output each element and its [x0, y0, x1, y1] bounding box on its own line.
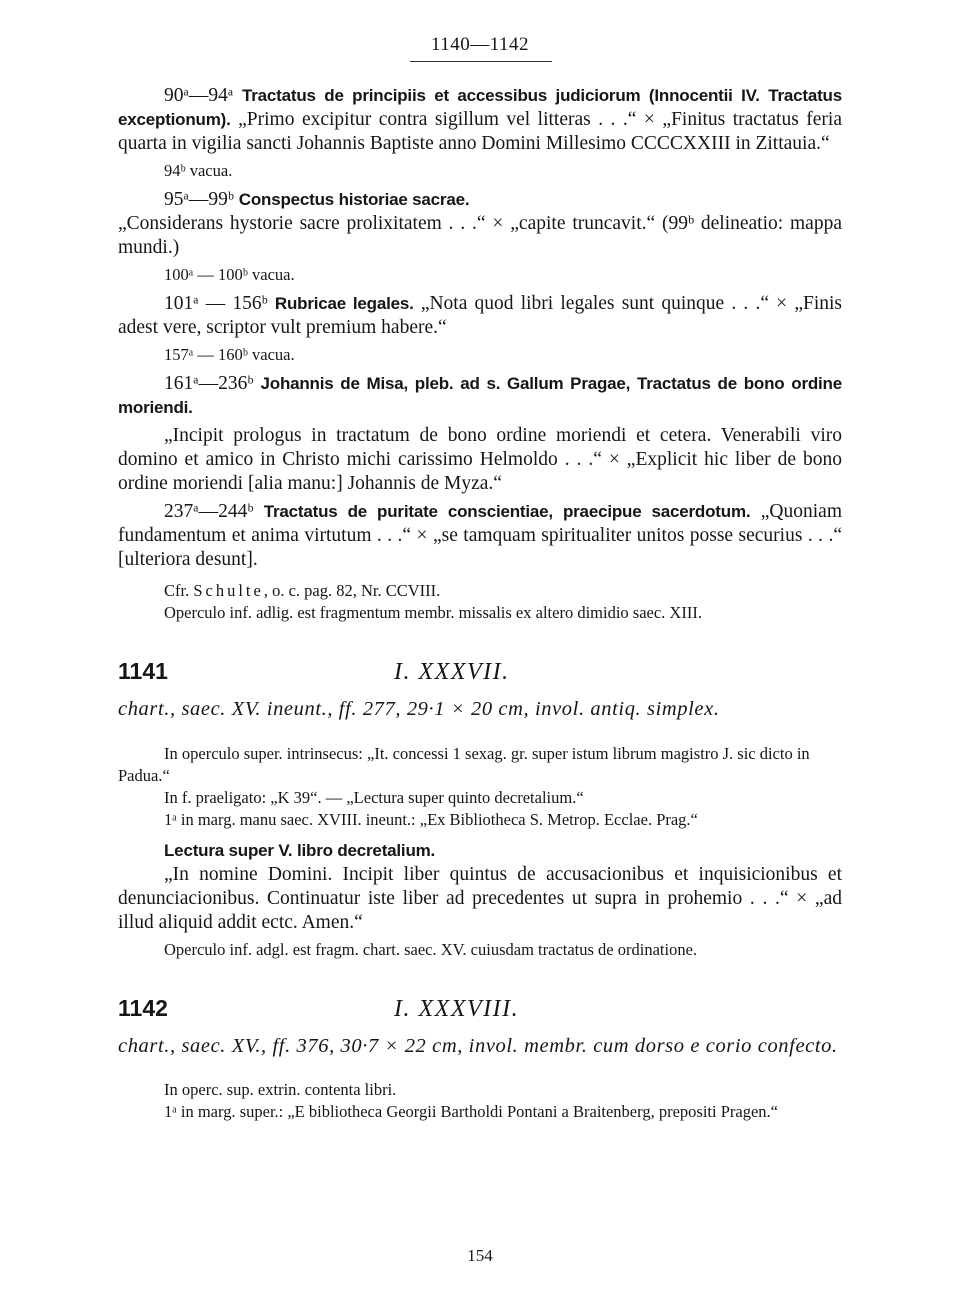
running-header: 1140—1142	[430, 34, 530, 55]
catalog-content	[118, 84, 842, 1123]
entry-number: 1142	[118, 994, 168, 1021]
item-title: Tractatus de principiis et accessibus judiciorum (Innocentii IV. Tractatus exceptionum).	[118, 86, 842, 129]
note: 1ᵃ in marg. super.: „E bibliotheca Georgii Bartholdi Pontani a Braitenberg, prepositi Pragen.“	[164, 1102, 778, 1121]
item-101a-156b	[118, 292, 842, 340]
physical-description: chart., saec. XV., ff. 376, 30·7 × 22 cm, invol. membr. cum dorso e corio confecto.	[118, 1034, 838, 1057]
item-95a-99b	[118, 188, 842, 260]
work-title: Lectura super V. libro decretalium.	[164, 840, 436, 860]
item-title: Johannis de Misa, pleb. ad s. Gallum Pragae, Tractatus de bono ordine moriendi.	[118, 374, 843, 417]
vacua-note: 94ᵇ vacua.	[164, 161, 233, 180]
note: 1ᵃ in marg. manu saec. XVIII. ineunt.: „Ex Bibliotheca S. Metrop. Ecclae. Prag.“	[164, 809, 698, 829]
note: In f. praeligato: „K 39“. — „Lectura super quinto decretalium.“	[164, 787, 584, 807]
item-text: „Nota quod libri legales sunt quinque . . .“ × „Finis adest vere, scriptor vult premium habere.“	[118, 293, 842, 338]
physical-description: chart., saec. XV. ineunt., ff. 277, 29·1 × 20 cm, invol. antiq. simplex.	[118, 698, 720, 720]
item-90a-94a	[118, 84, 842, 156]
shelf-mark: I. XXXVII.	[394, 659, 510, 685]
item-161a-236b	[118, 372, 842, 420]
item-text: „Quoniam fundamentum et anima virtutum . . .“ × „se tamquam spiritualiter unitos posse securius . . .“ [ulteriora desunt].	[118, 501, 843, 570]
entry-header-1141	[118, 658, 842, 686]
header-rule	[410, 61, 552, 62]
item-title: Tractatus de puritate conscientiae, praecipue sacerdotum.	[263, 502, 751, 521]
folio-ref: 161ᵃ—236ᵇ	[164, 373, 254, 394]
author-name: Schulte	[193, 581, 264, 600]
work-text: „In nomine Domini. Incipit liber quintus de accusacionibus et inquisicionibus et denunciacionibus. Continuatur iste liber ad precedentes ut supra in prohemio . . .“ × „ad illud aliquid addit ectc. Amen.“	[118, 863, 842, 933]
entry-header-1142	[118, 995, 842, 1023]
folio-ref: 90ᵃ—94ᵃ	[164, 85, 234, 106]
item-title: Rubricae legales.	[274, 294, 414, 313]
folio-ref: 95ᵃ—99ᵇ	[164, 189, 234, 210]
note: In operc. sup. extrin. contenta libri.	[164, 1080, 397, 1099]
binding-note: Operculo inf. adgl. est fragm. chart. saec. XV. cuiusdam tractatus de ordinatione.	[164, 939, 698, 959]
entry-number: 1141	[118, 658, 168, 684]
note: In operculo super. intrinsecus: „It. concessi 1 sexag. gr. super istum librum magistro J. sic dicto in Padua.“	[118, 743, 810, 785]
page-number: 154	[467, 1246, 493, 1265]
binding-note: Operculo inf. adlig. est fragmentum membr. missalis ex altero dimidio saec. XIII.	[164, 603, 702, 622]
item-title: Conspectus historiae sacrae.	[238, 190, 470, 209]
item-237a-244b	[118, 500, 842, 572]
vacua-note: 157ᵃ — 160ᵇ vacua.	[164, 345, 295, 364]
folio-ref: 101ᵃ — 156ᵇ	[164, 293, 268, 314]
item-text: „Considerans hystorie sacre prolixitatem . . .“ × „capite truncavit.“ (99ᵇ delineatio: mappa mundi.)	[118, 213, 842, 258]
item-text: „Primo excipitur contra sigillum vel litteras . . .“ × „Finitus tractatus feria quarta in vigilia sancti Johannis Baptiste anno Domini Millesimo CCCCXXIII in Zittauia.“	[118, 109, 842, 154]
shelf-mark: I. XXXVIII.	[394, 995, 520, 1022]
reference-note: Cfr. Schulte, o. c. pag. 82, Nr. CCVIII.	[164, 581, 441, 600]
item-text: „Incipit prologus in tractatum de bono ordine moriendi et cetera. Venerabili viro domino et amico in Christo michi carissimo Helmoldo . . .“ × „Explicit hic liber de bono ordine moriendi [alia manu:] Johannis de Myza.“	[118, 425, 842, 494]
folio-ref: 237ᵃ—244ᵇ	[164, 501, 254, 522]
vacua-note: 100ᵃ — 100ᵇ vacua.	[164, 265, 295, 284]
